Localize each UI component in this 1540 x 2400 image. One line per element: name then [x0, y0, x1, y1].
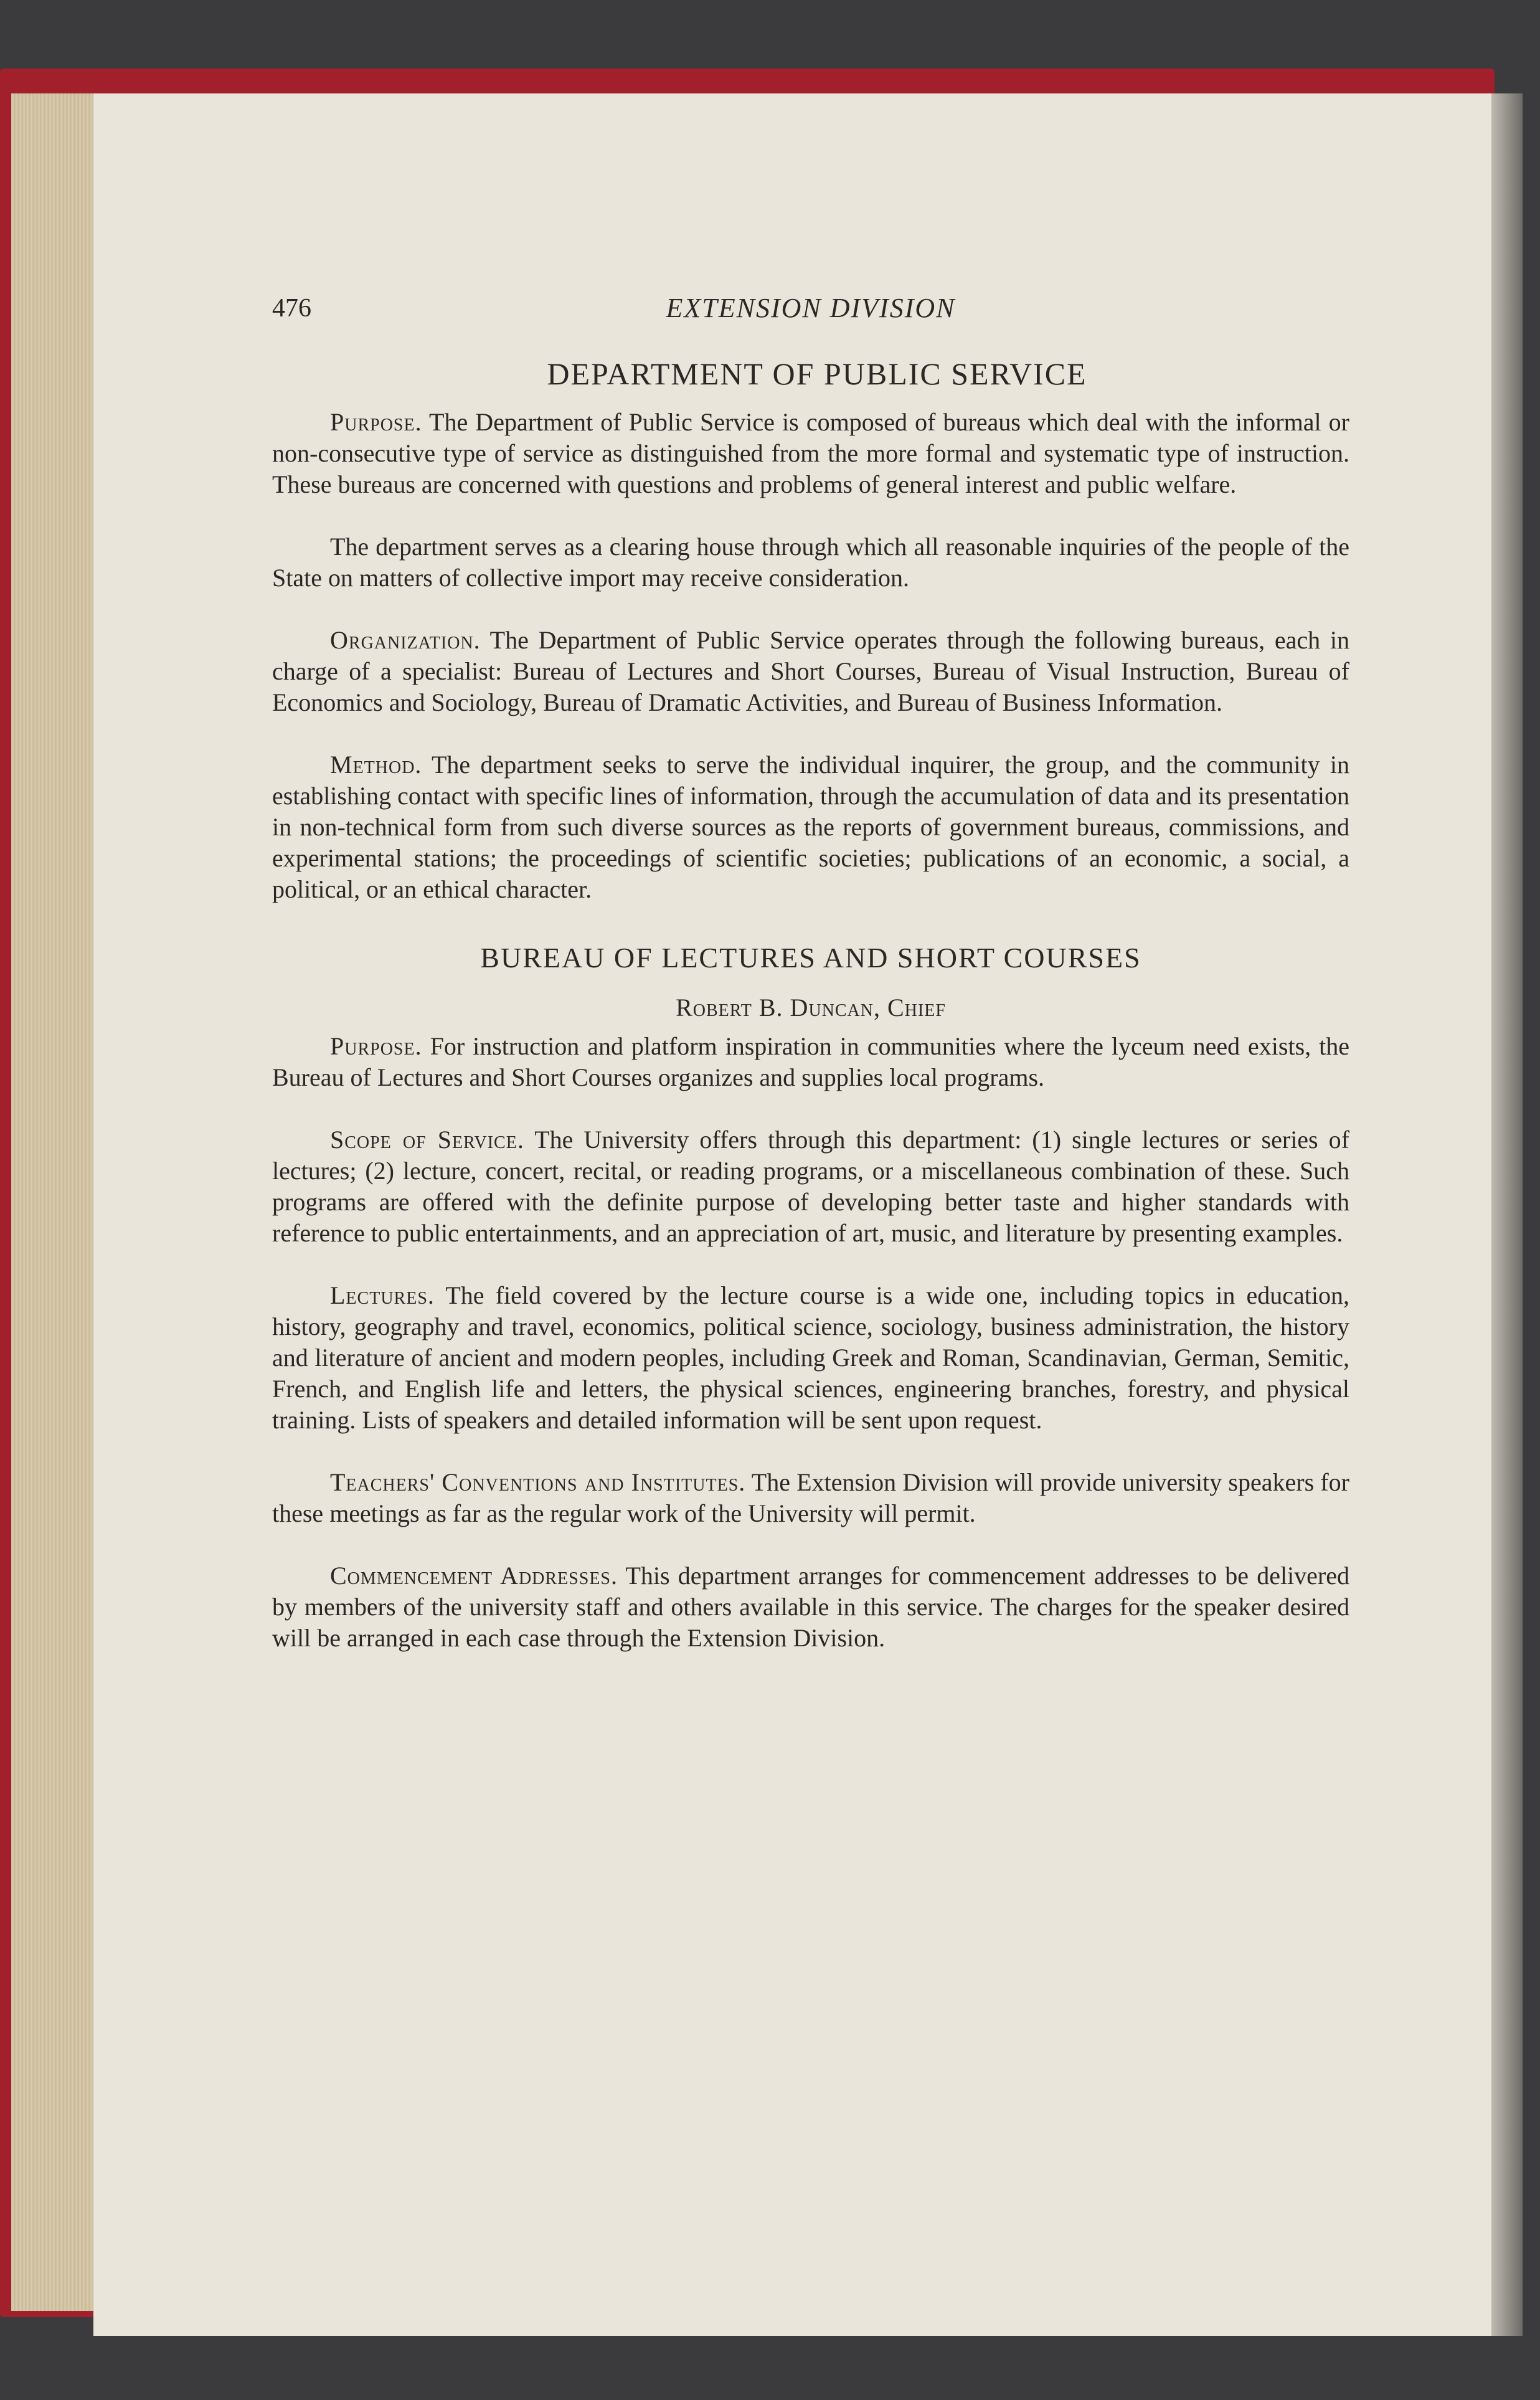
paragraph-text: This department arranges for commencement addresses to be delivered by members of the university staff and others available in this service. The charges for the speaker desired will be arranged in each case through the Extension Division. [272, 1562, 1349, 1652]
paragraph-lead: Purpose. [330, 1032, 422, 1060]
paragraph-text: The Department of Public Service is composed of bureaus which deal with the informal or non-consecutive type of service as distinguished from the more formal and systematic type of instruction. These bureaus are concerned with questions and problems of general interest and public welfare. [272, 408, 1349, 498]
department-title: DEPARTMENT OF PUBLIC SERVICE [547, 356, 1087, 391]
dept-purpose-paragraph [272, 407, 1349, 500]
running-title: EXTENSION DIVISION [666, 293, 956, 323]
paragraph-text: The Department of Public Service operates through the following bureaus, each in charge of a specialist: Bureau of Lectures and Short Courses, Bureau of Visual Instruction, Bureau of Economics and Sociology, Bureau of Dramatic Activities, and Bureau of Business Information. [272, 626, 1349, 716]
paragraph-lead: Teachers' Conventions and Institutes. [330, 1468, 746, 1496]
dept-organization-paragraph [272, 625, 1349, 718]
dept-method-paragraph [272, 749, 1349, 905]
page-number: 476 [272, 294, 311, 323]
paragraph-text: The department seeks to serve the individual inquirer, the group, and the community in establishing contact with specific lines of information, through the accumulation of data and its presentation in non-technical form from such diverse sources as the reports of government bureaus, commissions, and experimental stations; the proceedings of scientific societies; publications of an economic, a social, a political, or an ethical character. [272, 751, 1350, 903]
paragraph-text: The University offers through this department: (1) single lectures or series of lectures; (2) lecture, concert, recital, or reading programs, or a miscellaneous combination of these. Such programs are offered with the definite purpose of developing better taste and higher standards with reference to public entertainments, and an appreciation of art, music, and literature by presenting examples. [272, 1126, 1350, 1247]
bureau-commencement-paragraph [272, 1560, 1349, 1654]
bureau-title: BUREAU OF LECTURES AND SHORT COURSES [480, 942, 1141, 974]
bureau-purpose-paragraph [272, 1031, 1349, 1093]
paragraph-lead: Organization. [330, 626, 481, 654]
running-head [272, 293, 1349, 330]
page-content [272, 293, 1349, 1685]
page-edges [11, 93, 97, 2311]
paragraph-lead: Purpose. [330, 408, 422, 436]
paragraph-text: The department serves as a clearing house through which all reasonable inquiries of the people of the State on matters of collective import may receive consideration. [272, 533, 1349, 592]
paragraph-lead: Lectures. [330, 1281, 435, 1309]
bureau-lectures-paragraph [272, 1280, 1349, 1436]
paragraph-text: For instruction and platform inspiration in communities where the lyceum need exists, the Bureau of Lectures and Short Courses organizes and supplies local programs. [272, 1032, 1349, 1091]
paragraph-text: The Extension Division will provide university speakers for these meetings as far as the regular work of the University will permit. [272, 1468, 1349, 1527]
paragraph-lead: Method. [330, 751, 422, 779]
dept-clearing-house-paragraph [272, 531, 1349, 594]
bureau-conventions-paragraph [272, 1467, 1349, 1529]
page-gutter-shadow [1491, 93, 1523, 2336]
bureau-chief-byline: Robert B. Duncan, Chief [676, 994, 946, 1022]
bureau-scope-paragraph [272, 1124, 1349, 1249]
paragraph-text: The field covered by the lecture course is a wide one, including topics in education, history, geography and travel, economics, political science, sociology, business administration, the history and literature of ancient and modern peoples, including Greek and Roman, Scandinavian, German, Semitic, French, and English life and letters, the physical sciences, engineering branches, forestry, and physical training. Lists of speakers and detailed information will be sent upon request. [272, 1281, 1350, 1434]
paragraph-lead: Scope of Service. [330, 1126, 524, 1154]
paragraph-lead: Commencement Addresses. [330, 1562, 618, 1590]
